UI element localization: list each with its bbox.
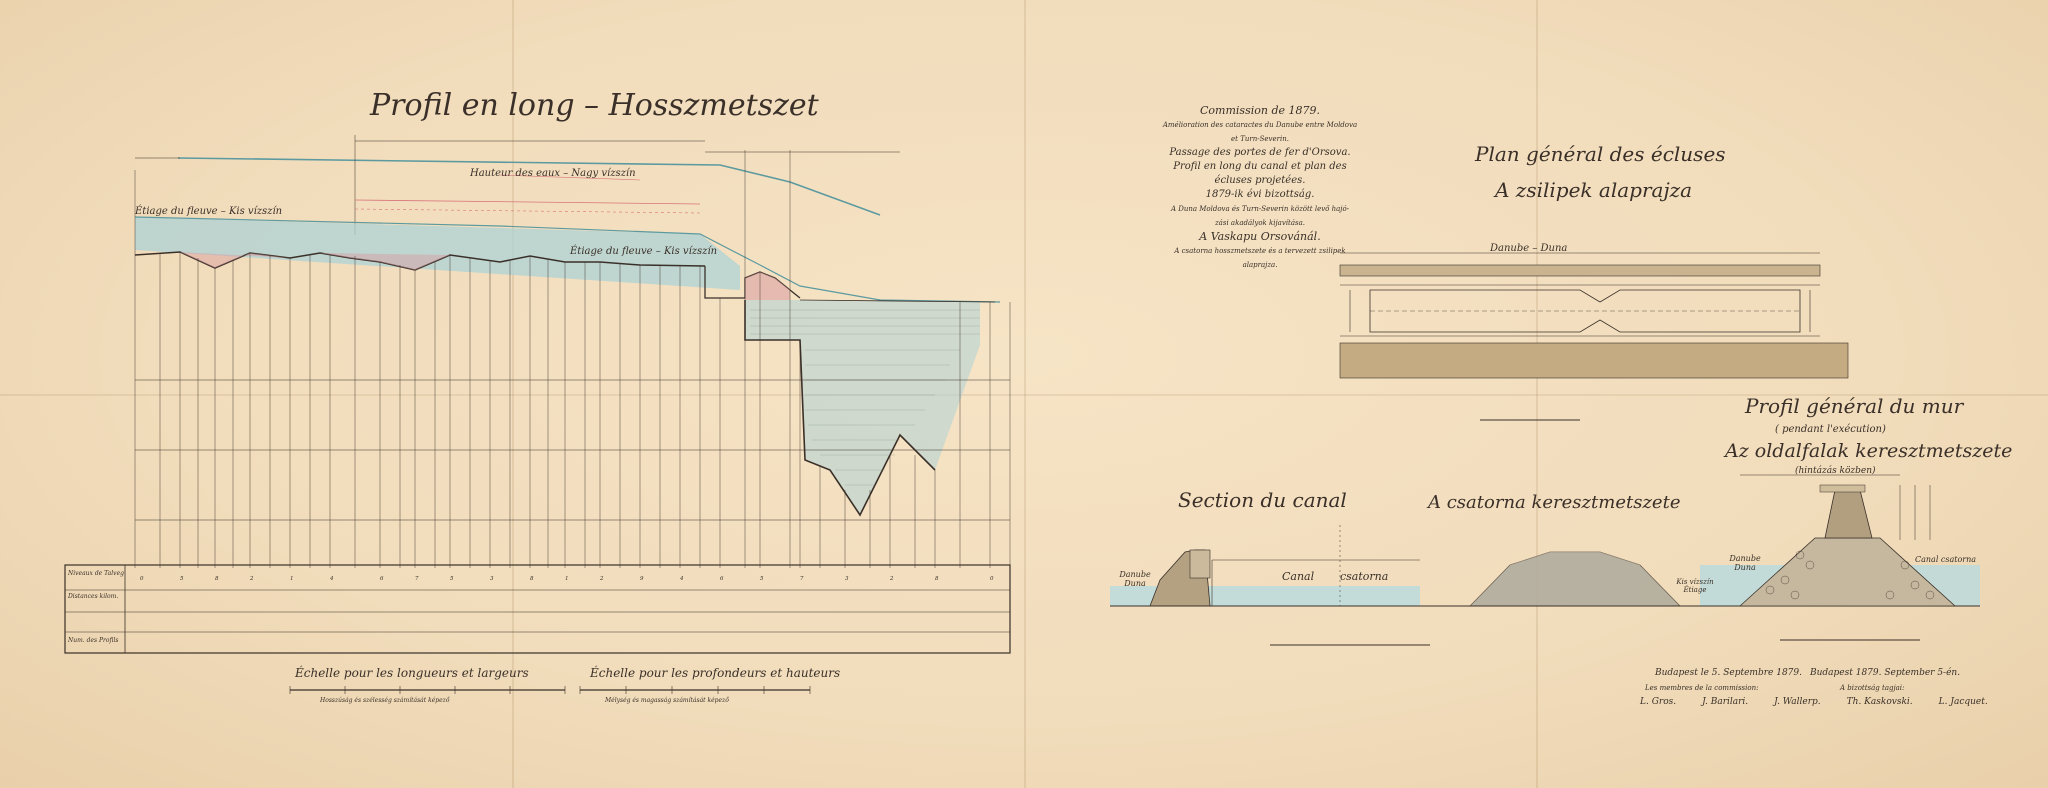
commission-line: et Turn-Severin.: [1231, 135, 1289, 143]
svg-text:4: 4: [680, 576, 684, 582]
scale-title: Échelle pour les longueurs et largeurs: [295, 666, 529, 680]
section-canal-label-hu: csatorna: [1340, 570, 1389, 583]
table-row-label: Distances kilom.: [68, 593, 119, 600]
section-danube-label: Danube Duna: [1119, 570, 1151, 588]
svg-text:5: 5: [180, 576, 184, 582]
place-date-hu: Budapest 1879. September 5-én.: [1810, 668, 1961, 678]
section-title: Section du canal: [1178, 488, 1347, 512]
commission-line: Profil en long du canal et plan des: [1173, 161, 1347, 172]
commission-line: A Duna Moldova és Turn-Severin között levő hajó-: [1170, 205, 1350, 213]
svg-text:9: 9: [640, 576, 644, 582]
place-date-fr: Budapest le 5. Septembre 1879.: [1655, 668, 1802, 678]
low-water-label: Étiage du fleuve – Kis vízszín: [570, 246, 718, 257]
scale-subtitle: Mélység és magasság számítását képező: [605, 697, 729, 704]
svg-text:6: 6: [720, 576, 724, 582]
svg-text:4: 4: [330, 576, 334, 582]
svg-text:1: 1: [565, 576, 569, 582]
commission-line: Passage des portes de fer d'Orsova.: [1169, 147, 1351, 158]
wall-danube-label: Danube Duna: [1729, 554, 1761, 572]
svg-text:0: 0: [990, 576, 994, 582]
plan-subtitle: A zsilipek alaprajza: [1495, 178, 1693, 202]
svg-text:7: 7: [800, 576, 804, 582]
signature: J. Barilari.: [1702, 697, 1749, 707]
commission-line: Amélioration des cataractes du Danube entre Moldova: [1162, 121, 1358, 129]
commission-line: alaprajza.: [1242, 261, 1278, 269]
commission-line: A csatorna hosszmetszete és a tervezett zsilipek: [1174, 247, 1346, 255]
svg-text:2: 2: [890, 576, 894, 582]
table-row-label: Num. des Profils: [68, 637, 119, 644]
table-row-label: Niveaux de Talveg: [68, 570, 124, 577]
crown-label: Hauteur des eaux – Nagy vízszín: [470, 168, 636, 179]
svg-text:8: 8: [215, 576, 219, 582]
signature: L. Gros.: [1640, 697, 1677, 707]
signature: Th. Kaskovski.: [1846, 697, 1913, 707]
scale-subtitle: Hosszúság és szélesség számítását képező: [320, 697, 450, 704]
commission-line: écluses projetées.: [1214, 175, 1306, 186]
scale-title: Échelle pour les profondeurs et hauteurs: [590, 666, 841, 680]
low-water-label: Étiage du fleuve – Kis vízszín: [135, 206, 283, 217]
wall-subtitle-hu: (hintázás közben): [1795, 466, 1876, 476]
commission-line: 1879-ik évi bizottság.: [1205, 189, 1315, 200]
svg-text:2: 2: [600, 576, 604, 582]
plan-title: Plan général des écluses: [1475, 142, 1726, 166]
river-label: Danube – Duna: [1490, 243, 1568, 254]
longitudinal-profile: [65, 135, 1010, 694]
profile-title: Profil en long – Hosszmetszet: [370, 88, 819, 123]
svg-text:1: 1: [290, 576, 294, 582]
commission-line: Commission de 1879.: [1200, 104, 1320, 117]
commission-line: A Vaskapu Orsovánál.: [1199, 230, 1321, 243]
section-canal-label: Canal: [1282, 570, 1315, 583]
svg-text:0: 0: [140, 576, 144, 582]
svg-text:6: 6: [380, 576, 384, 582]
svg-text:5: 5: [450, 576, 454, 582]
svg-text:3: 3: [490, 576, 494, 582]
svg-text:8: 8: [530, 576, 534, 582]
commission-block: [1150, 104, 1370, 272]
svg-text:7: 7: [415, 576, 419, 582]
wall-title: Profil général du mur: [1745, 394, 1964, 418]
svg-text:8: 8: [935, 576, 939, 582]
members-fr: Les membres de la commission:: [1645, 684, 1759, 692]
wall-canal-label: Canal csatorna: [1915, 555, 1977, 564]
signature-names: [1640, 697, 1988, 707]
wall-title-hu: Az oldalfalak keresztmetszete: [1725, 440, 2013, 462]
signature: L. Jacquet.: [1938, 697, 1988, 707]
svg-text:5: 5: [760, 576, 764, 582]
wall-subtitle: ( pendant l'exécution): [1775, 424, 1886, 435]
members-hu: A bizottság tagjai:: [1840, 684, 1905, 692]
signature: J. Wallerp.: [1774, 697, 1821, 707]
section-etiage-label: Kis vízszín Étiage: [1676, 578, 1714, 594]
svg-text:3: 3: [845, 576, 849, 582]
commission-line: zási akadályok kijavítása.: [1214, 219, 1306, 227]
section-title-hu: A csatorna keresztmetszete: [1428, 492, 1681, 513]
svg-text:2: 2: [250, 576, 254, 582]
